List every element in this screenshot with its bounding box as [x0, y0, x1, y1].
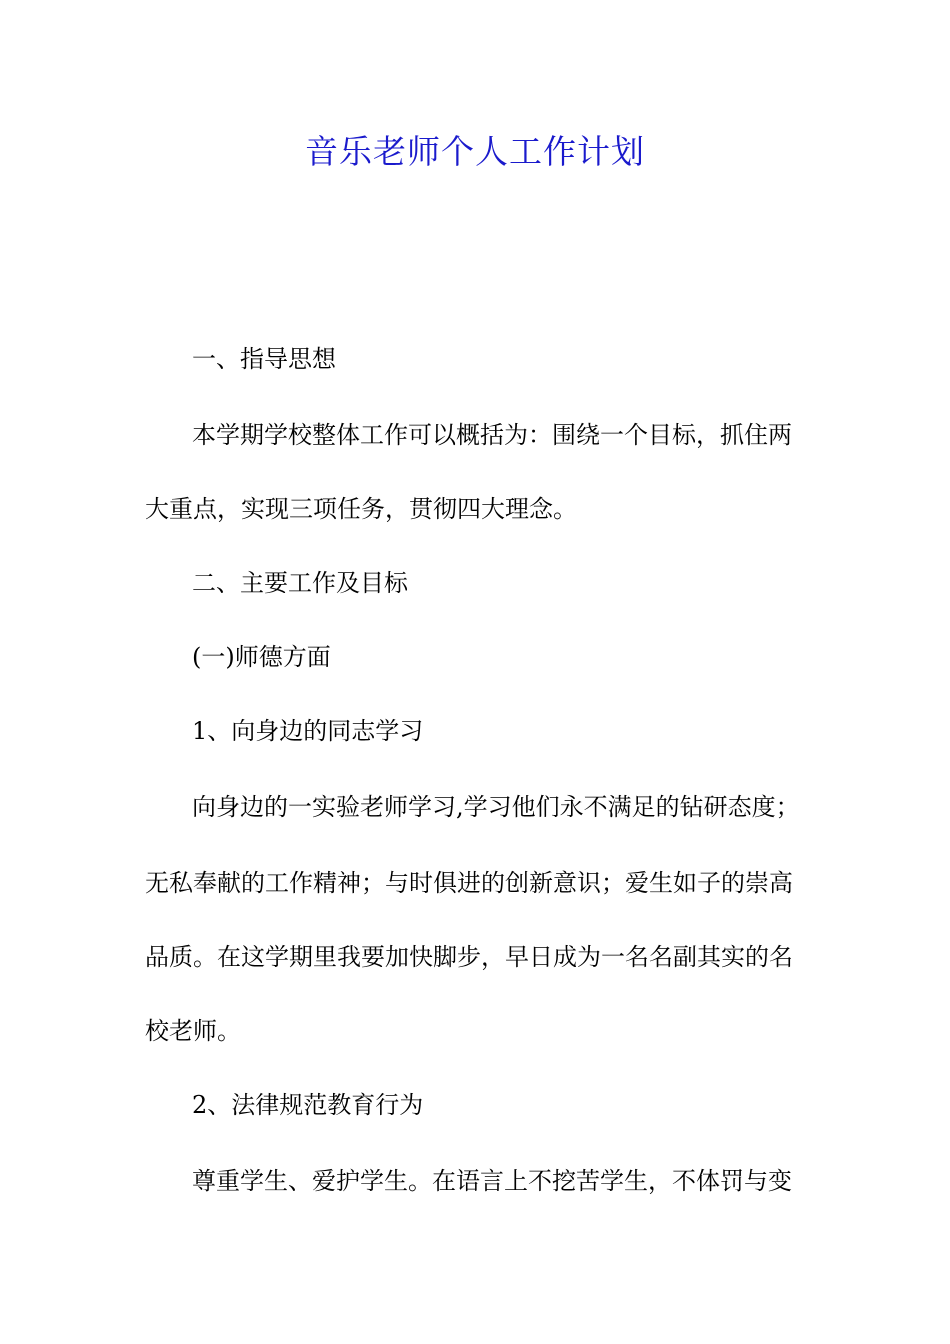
section-heading-main-work: 二、主要工作及目标 [192, 569, 408, 597]
subsection-heading-ethics: (一)师德方面 [192, 643, 331, 671]
item-heading-legal-norms: 2、法律规范教育行为 [192, 1091, 424, 1119]
paragraph-line: 本学期学校整体工作可以概括为：围绕一个目标，抓住两 [192, 421, 792, 449]
paragraph-line: 无私奉献的工作精神；与时俱进的创新意识；爱生如子的崇高 [145, 869, 793, 897]
paragraph-line: 校老师。 [145, 1017, 241, 1045]
section-heading-guiding-ideology: 一、指导思想 [192, 345, 336, 373]
paragraph-line: 品质。在这学期里我要加快脚步，早日成为一名名副其实的名 [145, 943, 793, 971]
paragraph-line: 尊重学生、爱护学生。在语言上不挖苦学生，不体罚与变 [192, 1167, 792, 1195]
document-title: 音乐老师个人工作计划 [305, 132, 645, 171]
item-heading-learn-from-colleagues: 1、向身边的同志学习 [192, 717, 424, 745]
paragraph-line: 向身边的一实验老师学习,学习他们永不满足的钻研态度； [192, 793, 800, 821]
paragraph-line: 大重点，实现三项任务，贯彻四大理念。 [145, 495, 577, 523]
